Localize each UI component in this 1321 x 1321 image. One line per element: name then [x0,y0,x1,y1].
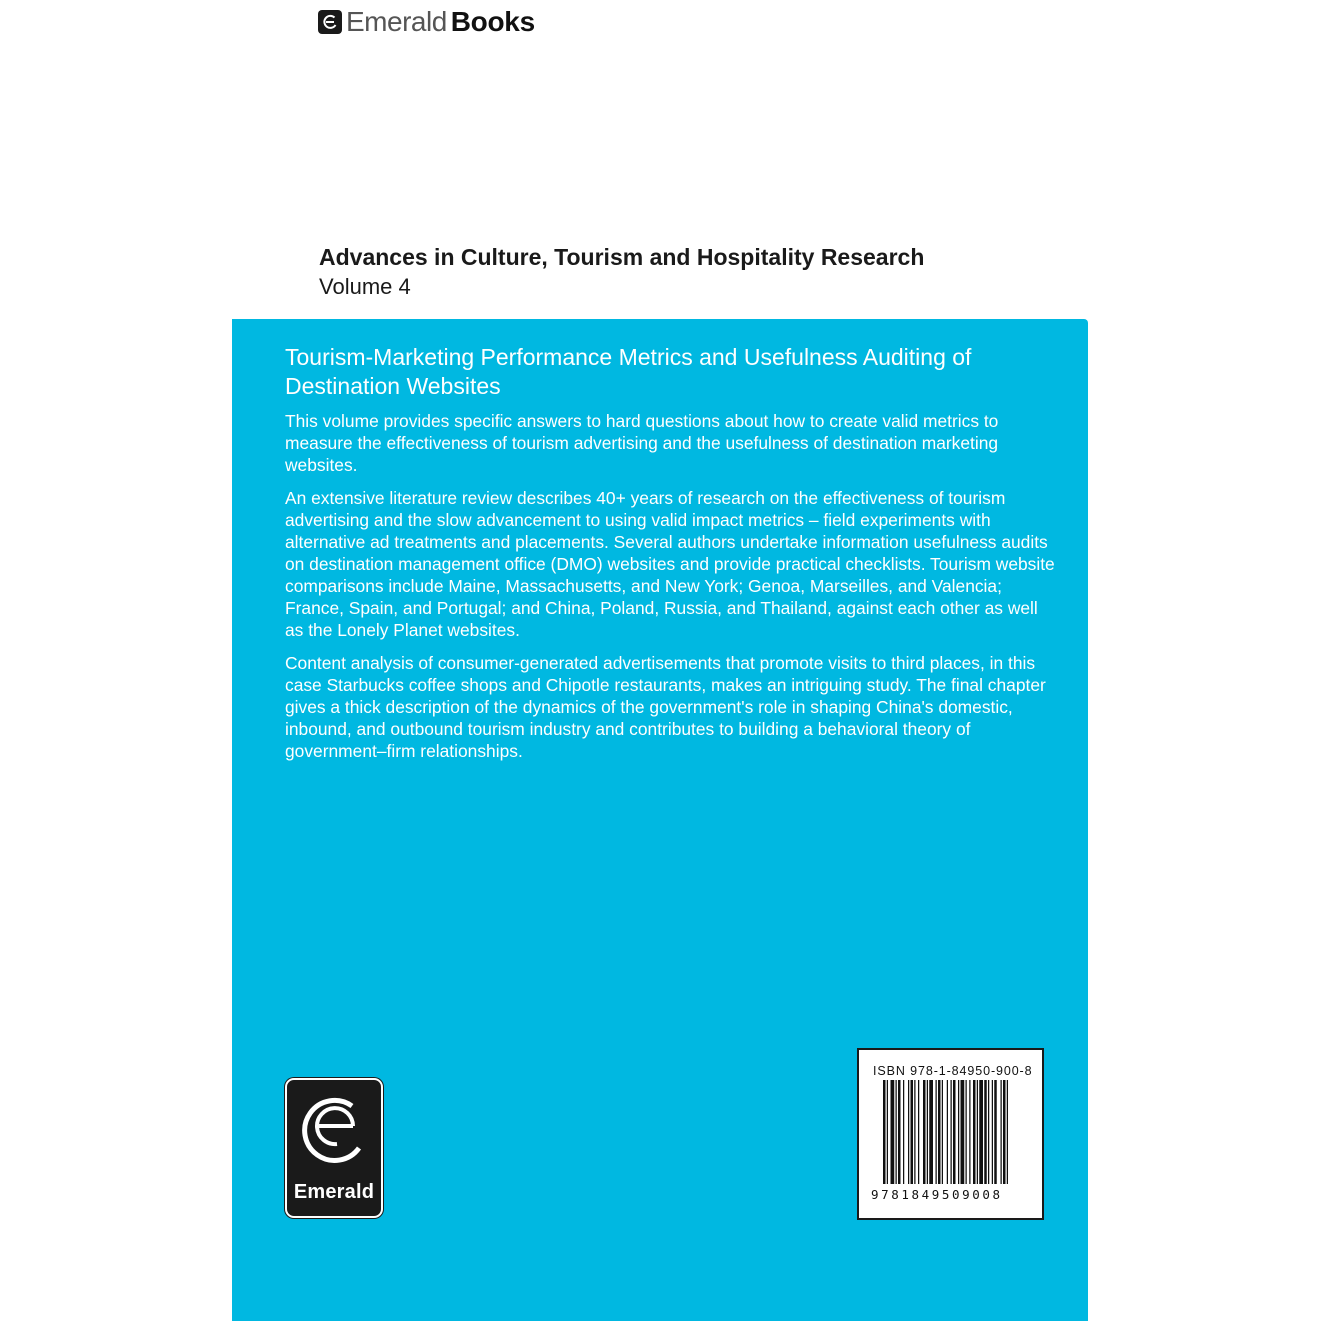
barcode-bar [891,1080,895,1184]
barcode-bar [988,1080,989,1184]
barcode-bar [898,1080,901,1184]
book-description [285,410,1055,773]
barcode-bar [911,1080,914,1184]
barcode-bar [927,1080,928,1184]
barcode-digits: 9781849509008 [871,1187,1003,1202]
barcode-bar [994,1080,997,1184]
barcode-bar [1003,1080,1006,1184]
barcode-bar [1007,1080,1008,1184]
barcode-bar [914,1080,915,1184]
barcode-bar [966,1080,967,1184]
description-paragraph: This volume provides specific answers to hard questions about how to create valid metrics to measure the effectiveness of tourism advertising and the usefulness of destination marketing websites. [285,411,999,475]
barcode-bar [969,1080,970,1184]
emerald-books-brand [318,6,535,38]
barcode-bar [942,1080,943,1184]
emerald-e-icon [297,1090,371,1174]
emerald-logo-label: Emerald [293,1181,375,1203]
barcode-bar [953,1080,956,1184]
series-title: Advances in Culture, Tourism and Hospitality Research [319,244,925,270]
barcode-bar [923,1080,926,1184]
book-title: Tourism-Marketing Performance Metrics and Usefulness Auditing of Destination Websites [285,344,972,399]
barcode-bar [929,1080,933,1184]
barcode-bar [908,1080,909,1184]
series-volume: Volume 4 [319,274,411,299]
back-cover-panel [232,319,1088,1321]
series-heading [319,243,924,301]
barcode-bar [992,1080,993,1184]
barcode-bar [973,1080,976,1184]
barcode-bar [887,1080,888,1184]
barcode-bar [979,1080,983,1184]
isbn-barcode [857,1048,1044,1220]
barcode-bar [951,1080,952,1184]
barcode-bar [936,1080,937,1184]
barcode-bar [947,1080,948,1184]
barcode-bar [938,1080,941,1184]
barcode-bar [896,1080,897,1184]
brand-name: Emerald [346,6,447,37]
barcode-bar [1001,1080,1002,1184]
emerald-e-icon [318,10,342,34]
barcode-bar [918,1080,919,1184]
barcode-bar [903,1080,904,1184]
isbn-number: ISBN 978-1-84950-900-8 [873,1064,1033,1078]
description-paragraph: An extensive literature review describes 40+ years of research on the effectiveness of tourism advertising and the slow advancement to using valid impact metrics – field experiments with alternative ad treatments and placements. Several authors undertake information usefulness audits on destination management office (DMO) websites and provide practical checklists. Tourism website comparisons include Maine, Massachusetts, and New York; Genoa, Marseilles, and Valencia; France, Spain, and Portugal; and China, Poland, Russia, and Thailand, against each other as well as the Lonely Planet websites. [285,488,1055,640]
emerald-publisher-logo [285,1078,383,1218]
barcode-bar [984,1080,987,1184]
description-paragraph: Content analysis of consumer-generated advertisements that promote visits to third places, in this case Starbucks coffee shops and Chipotle restaurants, makes an intriguing study. The final chapter gives a thick description of the dynamics of the government's role in shaping China's domestic, inbound, and outbound tourism industry and contributes to building a behavioral theory of government–firm relationships. [285,653,1046,761]
brand-books: Books [450,6,535,37]
barcode-bar [977,1080,978,1184]
barcode-bar [883,1080,886,1184]
barcode-bar [958,1080,959,1184]
barcode-bar [961,1080,965,1184]
